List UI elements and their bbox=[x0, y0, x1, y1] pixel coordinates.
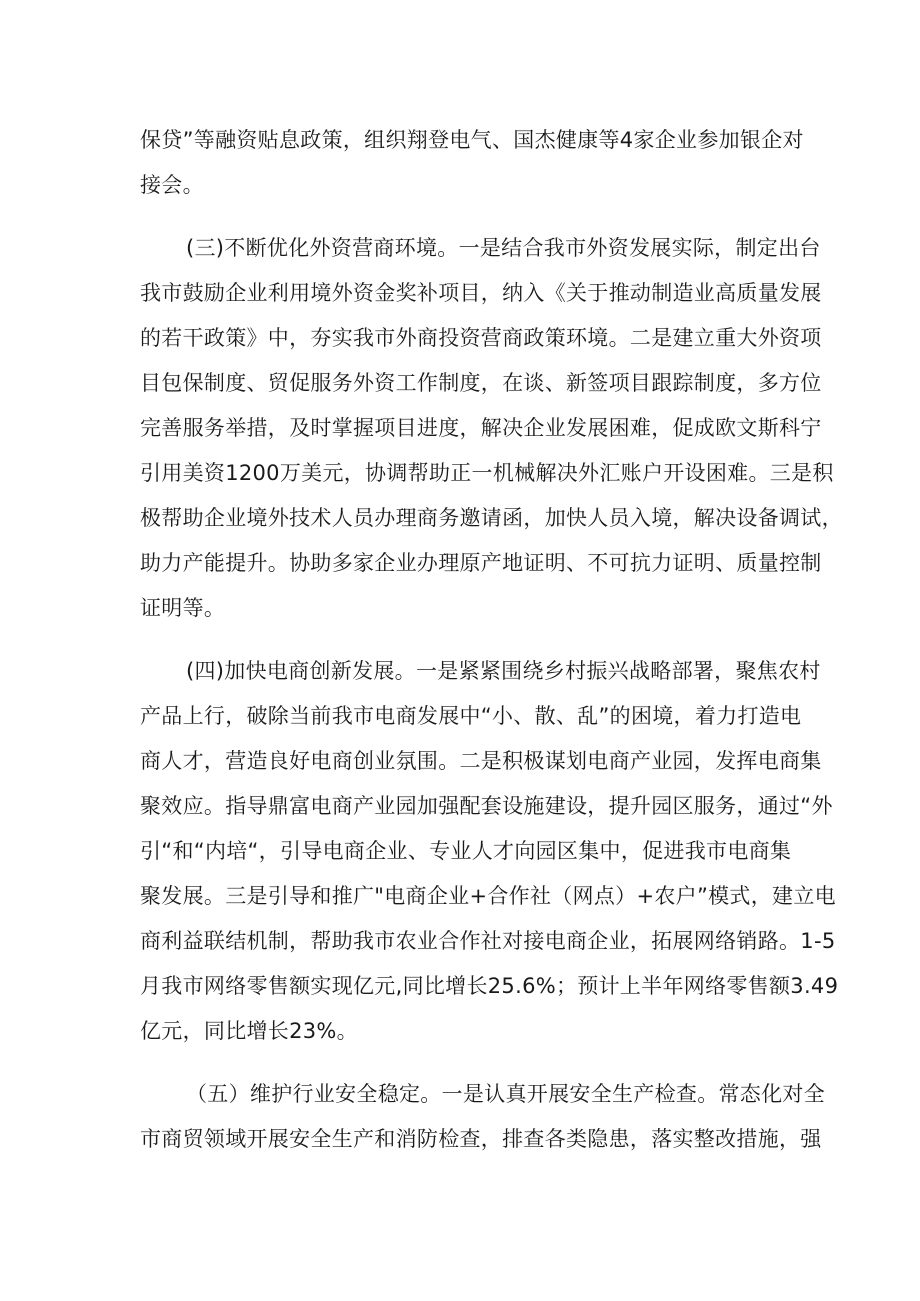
text-line: （五）维护行业安全稳定。一是认真开展安全生产检查。常态化对全 bbox=[186, 1082, 825, 1106]
text-line: 商利益联结机制，帮助我市农业合作社对接电商企业，拓展网络销路。1-5 bbox=[140, 929, 836, 953]
text-line: (三)不断优化外资营商环境。一是结合我市外资发展实际，制定出台 bbox=[186, 236, 821, 260]
text-line: 引“和“内培“，引导电商企业、专业人才向园区集中，促进我市电商集 bbox=[140, 839, 792, 863]
text-line: 月我市网络零售额实现亿元,同比增长25.6%；预计上半年网络零售额3.49 bbox=[140, 974, 839, 998]
text-line: 助力产能提升。协助多家企业办理原产地证明、不可抗力证明、质量控制 bbox=[140, 551, 822, 575]
text-line: 完善服务举措，及时掌握项目进度，解决企业发展困难，促成欧文斯科宁 bbox=[140, 416, 822, 440]
text-line: 市商贸领域开展安全生产和消防检查，排查各类隐患，落实整改措施，强 bbox=[140, 1127, 822, 1151]
paragraph bbox=[140, 1072, 825, 1162]
text-line: 商人才，营造良好电商创业氛围。二是积极谋划电商产业园，发挥电商集 bbox=[140, 749, 822, 773]
paragraph bbox=[140, 118, 804, 208]
text-line: 产品上行，破除当前我市电商发展中“小、散、乱”的困境，着力打造电 bbox=[140, 704, 802, 728]
text-line: 保贷”等融资贴息政策，组织翔登电气、国杰健康等4家企业参加银企对 bbox=[140, 128, 804, 152]
text-line: (四)加快电商创新发展。一是紧紧围绕乡村振兴战略部署，聚焦农村 bbox=[186, 659, 821, 683]
text-line: 证明等。 bbox=[140, 596, 226, 620]
document-body bbox=[140, 118, 843, 1162]
text-line: 的若干政策》中，夯实我市外商投资营商政策环境。二是建立重大外资项 bbox=[140, 326, 822, 350]
text-line: 极帮助企业境外技术人员办理商务邀请函，加快人员入境，解决设备调试， bbox=[140, 506, 843, 530]
text-line: 引用美资1200万美元，协调帮助正一机械解决外汇账户开设困难。三是积 bbox=[140, 461, 834, 485]
text-line: 接会。 bbox=[140, 173, 204, 197]
text-line: 我市鼓励企业利用境外资金奖补项目，纳入《关于推动制造业高质量发展 bbox=[140, 281, 822, 305]
text-line: 目包保制度、贸促服务外资工作制度，在谈、新签项目跟踪制度，多方位 bbox=[140, 371, 822, 395]
paragraph bbox=[140, 226, 843, 631]
text-line: 聚效应。指导鼎富电商产业园加强配套设施建设，提升园区服务，通过“外 bbox=[140, 794, 833, 818]
paragraph bbox=[140, 649, 839, 1054]
text-line: 亿元，同比增长23%。 bbox=[140, 1019, 358, 1043]
text-line: 聚发展。三是引导和推广"电商企业+合作社（网点）+农户”模式，建立电 bbox=[140, 884, 836, 908]
